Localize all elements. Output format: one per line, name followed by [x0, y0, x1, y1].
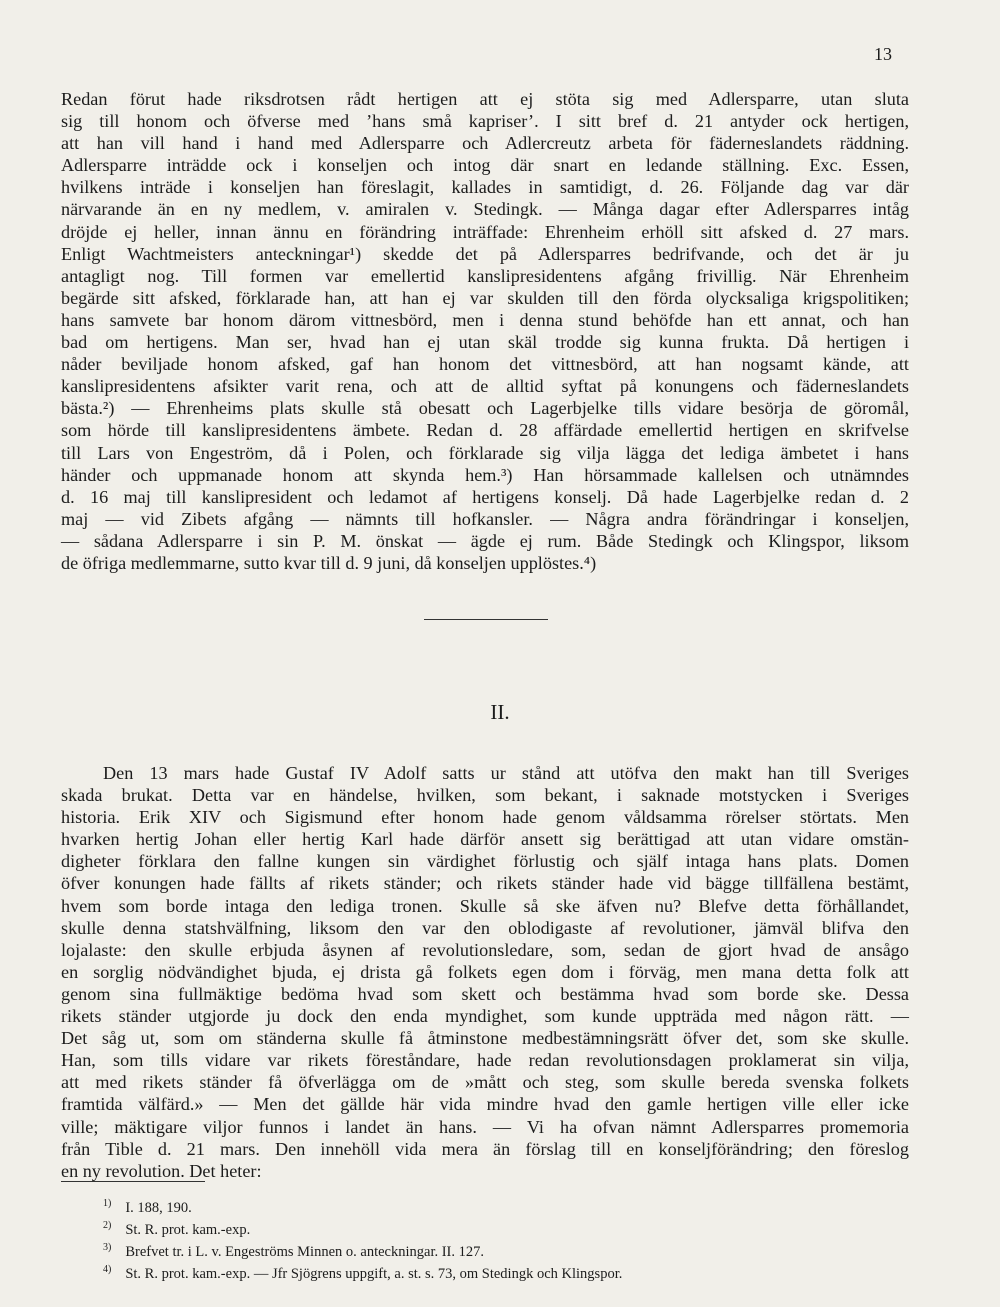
- footnote-2: [103, 1217, 622, 1239]
- footnote-text: St. R. prot. kam.-exp. — Jfr Sjögrens uppgift, a. st. s. 73, om Stedingk och Klingspor.: [125, 1265, 623, 1282]
- text-line: hvilkens inträde i konseljen han föreslagit, kallades in samtidigt, d. 26. Följande dag var där: [61, 177, 909, 198]
- body-paragraph-2: [61, 762, 909, 1182]
- text-line: kanslipresidentens afsikter varit rena, och att de alltid syftat på konungens och fäderneslandets: [61, 376, 909, 397]
- text-line: en sorglig nödvändighet bjuda, ej drista gå folkets egen dom i förväg, men mana detta folk att: [61, 961, 909, 982]
- text-line: ville; mäktigare viljor funnos i landet än hans. — Vi ha ofvan nämnt Adlersparres promemoria: [61, 1116, 909, 1137]
- text-line: Det såg ut, som om ständerna skulle få åtminstone medbestämningsrätt öfver det, som ske skulle.: [61, 1028, 909, 1049]
- text-line: bad om hertigens. Man ser, hvad han ej utan skäl trodde sig kunna frukta. Då hertigen i: [61, 332, 909, 353]
- text-line: från Tible d. 21 mars. Den innehöll vida mera än förslag till en konseljförändring; den föreslog: [61, 1138, 909, 1159]
- footnote-marker: 3): [103, 1242, 112, 1254]
- footnote-text: I. 188, 190.: [125, 1199, 192, 1216]
- text-line: sig till honom och öfverse med ’hans små kapriser’. I sitt bref d. 21 antyder ock hertigen,: [61, 111, 909, 132]
- text-line: hvarken hertig Johan eller hertig Karl hade därför ansett sig berättigad att utan vidare omstän-: [61, 829, 909, 850]
- text-line: begärde sitt afsked, förklarade han, att han ej var skulden till den förda olycksaliga krigspolitiken;: [61, 287, 909, 308]
- text-line: hvem som borde intaga den lediga tronen. Skulle så ske äfven nu? Blefve detta förhållandet,: [61, 895, 909, 916]
- text-line: Han, som tills vidare var rikets föreståndare, hade redan revolutionsdagen proklamerat sin vilja,: [61, 1050, 909, 1071]
- body-paragraph-1: [61, 88, 909, 574]
- page-number: 13: [874, 44, 892, 64]
- footnote-rule: [61, 1181, 205, 1182]
- footnotes: [103, 1195, 622, 1283]
- text-line: framtida välfärd.» — Men det gällde här vida mindre hvad den gamle hertigen ville eller icke: [61, 1094, 909, 1115]
- text-line: öfver konungen hade fällts af rikets ständer; och rikets ständer hade vid bägge tillfällena bestämt,: [61, 873, 909, 894]
- text-line: dröjde ej heller, innan ännu en förändring inträffade: Ehrenheim erhöll sitt afsked d. 27 mars.: [61, 221, 909, 242]
- footnote-marker: 1): [103, 1198, 112, 1209]
- text-line: digheter förklara den fallne kungen sin värdighet förlustig och själf intaga hans plats. Domen: [61, 851, 909, 872]
- text-line: rikets ständer utgjorde ju dock den enda myndighet, som kunde uppträda med någon rätt. —: [61, 1006, 909, 1027]
- section-heading: II.: [490, 700, 510, 724]
- footnote-marker: 4): [103, 1264, 112, 1276]
- footnote-marker: 2): [103, 1220, 112, 1232]
- text-line: händer och uppmanade honom att skynda hem.³) Han hörsammade kallelsen och utnämndes: [61, 464, 909, 485]
- text-line: som hörde till kanslipresidentens ämbete. Redan d. 28 affärdade emellertid hertigen en skrifvelse: [61, 420, 909, 441]
- section-divider: [424, 619, 548, 620]
- text-line: Adlersparre inträdde ock i konseljen och intog där snart en ledande ställning. Exc. Essen,: [61, 155, 909, 176]
- text-line: att han vill hand i hand med Adlersparre och Adlercreutz arbeta för fäderneslandets räddning.: [61, 133, 909, 154]
- footnote-text: Brefvet tr. i L. v. Engeströms Minnen o. anteckningar. II. 127.: [125, 1243, 485, 1260]
- text-line: nåder beviljade honom afsked, gaf han honom det vittnesbörd, att han nogsamt kände, att: [61, 354, 909, 375]
- text-line: Enligt Wachtmeisters anteckningar¹) skedde det på Adlersparres bedrifvande, och det är ju: [61, 243, 909, 264]
- footnote-text: St. R. prot. kam.-exp.: [125, 1221, 251, 1238]
- text-line: Redan förut hade riksdrotsen rådt hertigen att ej stöta sig med Adlersparre, utan sluta: [61, 89, 909, 109]
- text-line: bästa.²) — Ehrenheims plats skulle stå obesatt och Lagerbjelke tills vidare besörja de göromål,: [61, 398, 909, 419]
- text-line: närvarande än en ny medlem, v. amiralen v. Stedingk. — Många dagar efter Adlersparres intåg: [61, 199, 909, 220]
- text-line: historia. Erik XIV och Sigismund efter honom hade genom våldsamma rörelser störtats. Men: [61, 807, 909, 828]
- footnote-4: [103, 1261, 622, 1283]
- text-line: de öfriga medlemmarne, sutto kvar till d. 9 juni, då konseljen upplöstes.⁴): [61, 552, 597, 573]
- text-line: — sådana Adlersparre i sin P. M. önskat — ägde ej rum. Både Stedingk och Klingspor, liksom: [61, 530, 909, 551]
- text-line: en ny revolution. Det heter:: [61, 1160, 262, 1181]
- text-line: maj — vid Zibets afgång — nämnts till hofkansler. — Några andra förändringar i konseljen,: [61, 508, 909, 529]
- text-line: antagligt nog. Till formen var emellertid kanslipresidentens afgång frivillig. När Ehrenheim: [61, 265, 909, 286]
- text-line: lojalaste: den skulle erbjuda åsynen af revolutionsledare, som, sedan de gjort hvad de ansågo: [61, 939, 909, 960]
- text-line: att med rikets ständer få öfverlägga om de »mått och steg, som skulle bereda svenska folkets: [61, 1072, 909, 1093]
- text-line: till Lars von Engeström, då i Polen, och förklarade sig vilja lägga det lediga ämbetet i hans: [61, 442, 909, 463]
- text-line: genom sina fullmäktige bedöma hvad som skett och bestämma hvad som borde ske. Dessa: [61, 983, 909, 1004]
- footnote-1: [103, 1195, 622, 1217]
- footnote-3: [103, 1239, 622, 1261]
- text-line: d. 16 maj till kanslipresident och ledamot af hertigens konselj. Då hade Lagerbjelke redan d. 2: [61, 486, 909, 507]
- text-line: skada brukat. Detta var en händelse, hvilken, som bekant, i saknade motstycken i Sveriges: [61, 785, 909, 806]
- text-line: hans samvete bar honom därom vittnesbörd, men i denna stund behöfde han ett annat, och han: [61, 309, 909, 330]
- text-line: skulle denna statshvälfning, liksom den var den oblodigaste af revolutioner, jämväl blifva den: [61, 917, 909, 938]
- text-line: Den 13 mars hade Gustaf IV Adolf satts ur stånd att utöfva den makt han till Sveriges: [103, 763, 909, 783]
